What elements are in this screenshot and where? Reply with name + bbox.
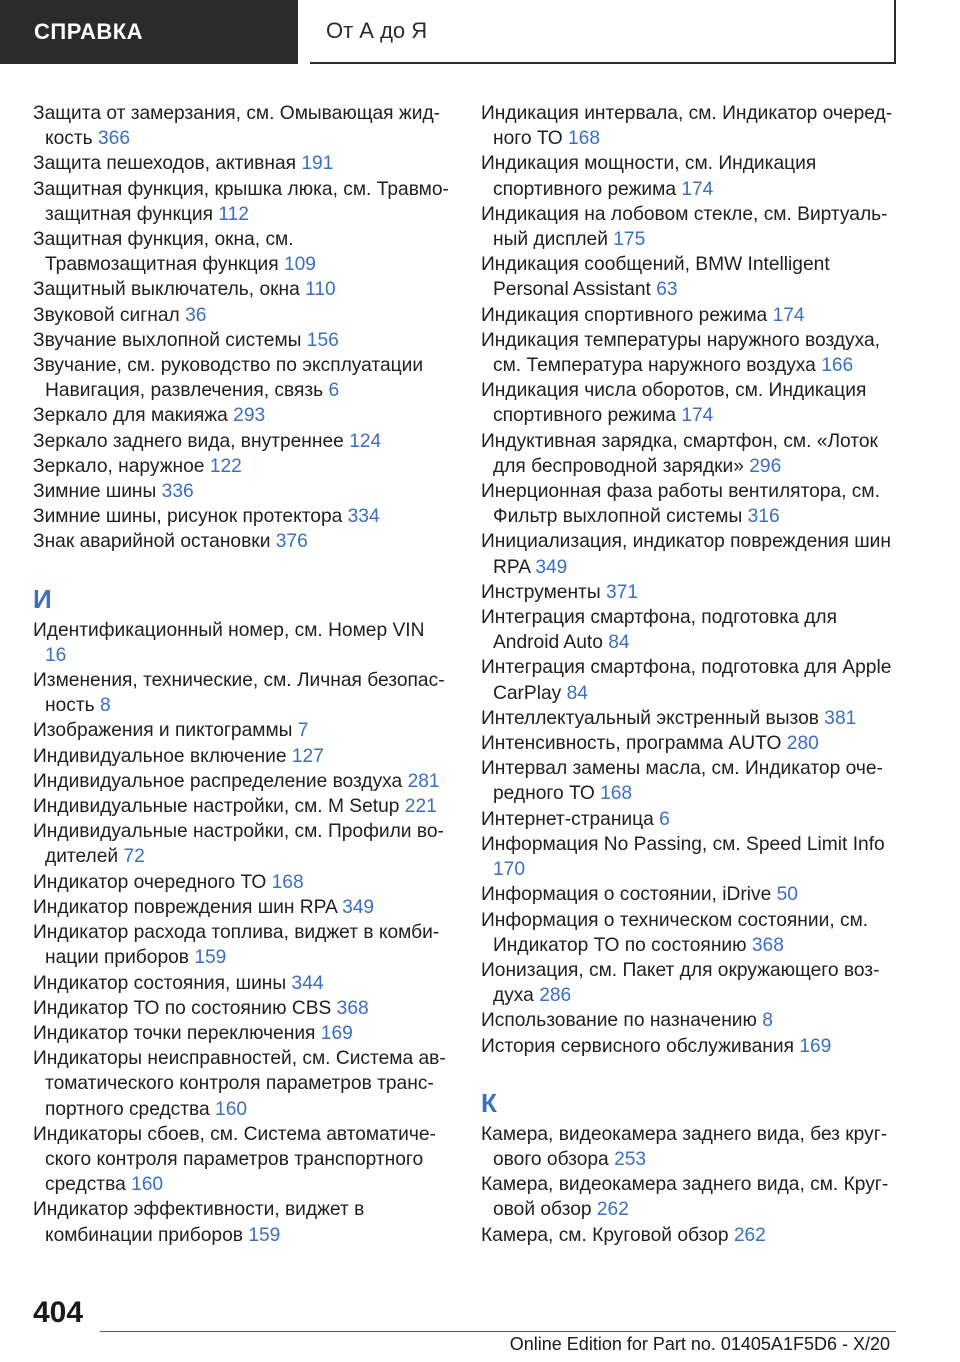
- index-entry: [481, 1223, 897, 1248]
- index-entry: [481, 529, 897, 579]
- index-entry-text: Инерционная фаза работы вентилятора, см. Фильтр выхлопной системы: [481, 481, 880, 528]
- index-letter-heading: И: [33, 583, 52, 614]
- index-entry-page-link[interactable]: 169: [320, 1022, 353, 1044]
- index-entry-text: Зеркало для макияжа: [33, 405, 228, 427]
- index-entry-text: Индикация числа оборотов, см. Индикация спортивного режима: [481, 380, 867, 427]
- index-entry: [481, 1008, 897, 1033]
- index-entry-page-link[interactable]: 159: [194, 947, 227, 969]
- index-entry-text: Зимние шины: [33, 481, 157, 503]
- index-entry-text: Индикация интервала, см. Индикатор очередного ТО: [481, 103, 893, 150]
- index-entry: [33, 277, 449, 302]
- index-entry-page-link[interactable]: 50: [776, 884, 798, 906]
- index-entry: [481, 1122, 897, 1172]
- header-subsection-title: От А до Я: [326, 18, 428, 43]
- index-entry-page-link[interactable]: 191: [301, 153, 334, 175]
- index-entry: [481, 328, 897, 378]
- index-entry-text: Интенсивность, программа AUTO: [481, 733, 782, 755]
- index-entry-text: Индикаторы сбоев, см. Система автоматического контроля параметров транспортного средства: [33, 1123, 436, 1196]
- index-entry-text: Звучание, см. руководство по эксплуатации Навигация, развлечения, связь: [33, 355, 424, 402]
- index-entry-text: Индикатор очередного ТО: [33, 871, 267, 893]
- index-entry: [481, 756, 897, 806]
- index-entry: [33, 971, 449, 996]
- index-entry-page-link[interactable]: 112: [218, 203, 249, 225]
- index-entry-page-link[interactable]: 253: [614, 1148, 647, 1170]
- index-entry-page-link[interactable]: 286: [539, 985, 572, 1007]
- index-entry-page-link[interactable]: 7: [297, 720, 309, 742]
- index-entry-page-link[interactable]: 160: [131, 1174, 164, 1196]
- index-entry-text: Индикатор эффективности, виджет в комбинации приборов: [33, 1199, 365, 1246]
- index-entry: [33, 303, 449, 328]
- index-entry-page-link[interactable]: 280: [786, 733, 819, 755]
- index-entry-page-link[interactable]: 281: [407, 770, 440, 792]
- index-entry: [33, 151, 449, 176]
- index-entry-text: Интеграция смартфона, подготовка для Apple CarPlay: [481, 657, 892, 704]
- index-entry: [481, 1034, 897, 1059]
- index-entry-page-link[interactable]: 160: [215, 1098, 248, 1120]
- index-entry-page-link[interactable]: 296: [749, 455, 782, 477]
- index-entry: [481, 832, 897, 882]
- index-entry: [33, 794, 449, 819]
- index-entry: [33, 328, 449, 353]
- index-entry-text: Инициализация, индикатор повреждения шин RPA: [481, 531, 891, 578]
- index-entry: [33, 744, 449, 769]
- index-entry: [481, 807, 897, 832]
- index-entry-page-link[interactable]: 122: [209, 455, 242, 477]
- index-entry: [33, 101, 449, 151]
- index-entry-text: Защитная функция, крышка люка, см. Травмозащитная функция: [33, 178, 449, 225]
- index-entry: [33, 227, 449, 277]
- index-entry: [33, 353, 449, 403]
- index-entry-text: Защита пешеходов, активная: [33, 153, 297, 175]
- header-subsection: [310, 0, 896, 64]
- index-entry-text: Звуковой сигнал: [33, 304, 180, 326]
- index-entry: [33, 1122, 449, 1198]
- index-letter-heading: К: [481, 1087, 497, 1118]
- index-entry-page-link[interactable]: 168: [600, 783, 633, 805]
- index-entry-text: Зимние шины, рисунок протектора: [33, 506, 343, 528]
- index-entry-text: Идентификационный номер, см. Номер VIN: [33, 619, 425, 641]
- index-entry-page-link[interactable]: 166: [821, 355, 854, 377]
- index-entry: [33, 529, 449, 554]
- index-entry-page-link[interactable]: 84: [566, 682, 588, 704]
- index-entry: [33, 429, 449, 454]
- index-entry-page-link[interactable]: 110: [305, 279, 336, 301]
- index-entry-text: Интернет-страница: [481, 808, 654, 830]
- index-entry: [33, 819, 449, 869]
- index-entry-page-link[interactable]: 344: [291, 972, 324, 994]
- index-entry-page-link[interactable]: 16: [45, 644, 67, 666]
- index-entry: [33, 870, 449, 895]
- index-entry: [481, 252, 897, 302]
- index-entry-page-link[interactable]: 170: [493, 859, 526, 881]
- index-entry: [33, 618, 449, 668]
- index-entry-text: Защитная функция, окна, см. Травмозащитная функция: [33, 229, 294, 276]
- index-entry-text: Изображения и пиктограммы: [33, 720, 293, 742]
- index-entry: [33, 996, 449, 1021]
- index-column-left: [33, 101, 449, 1248]
- index-entry-text: Камера, видеокамера заднего вида, см. Круговой обзор: [481, 1174, 889, 1221]
- index-entry-page-link[interactable]: 368: [751, 934, 784, 956]
- index-entry: [481, 908, 897, 958]
- index-entry-text: Индивидуальное распределение воздуха: [33, 770, 403, 792]
- index-entry-text: Интеллектуальный экстренный вызов: [481, 707, 819, 729]
- index-entry-page-link[interactable]: 168: [271, 871, 304, 893]
- index-entry-page-link[interactable]: 72: [123, 846, 145, 868]
- index-entry-page-link[interactable]: 109: [283, 254, 316, 276]
- index-entry: [33, 479, 449, 504]
- index-entry-text: Индикатор повреждения шин RPA: [33, 896, 337, 918]
- index-entry-page-link[interactable]: 174: [681, 405, 714, 427]
- index-entry: [33, 504, 449, 529]
- index-entry-text: Информация о техническом состоянии, см. Индикатор ТО по состоянию: [481, 909, 869, 956]
- index-entry-page-link[interactable]: 336: [161, 481, 194, 503]
- index-entry-page-link[interactable]: 168: [567, 128, 600, 150]
- index-entry: [481, 655, 897, 705]
- index-entry-page-link[interactable]: 6: [328, 380, 340, 402]
- index-entry-text: Камера, см. Круговой обзор: [481, 1224, 729, 1246]
- index-entry: [481, 378, 897, 428]
- index-entry-text: Интервал замены масла, см. Индикатор очередного ТО: [481, 758, 883, 805]
- index-entry-page-link[interactable]: 334: [347, 506, 380, 528]
- index-entry: [481, 479, 897, 529]
- index-entry-page-link[interactable]: 368: [336, 997, 369, 1019]
- index-entry-page-link[interactable]: 174: [681, 178, 714, 200]
- footer-edition: Online Edition for Part no. 01405A1F5D6 - X/20: [509, 1334, 890, 1354]
- index-entry-page-link[interactable]: 8: [100, 695, 111, 717]
- index-entry-page-link[interactable]: 63: [656, 279, 678, 301]
- index-entry-text: Индикатор состояния, шины: [33, 972, 287, 994]
- index-entry-page-link[interactable]: 159: [248, 1224, 281, 1246]
- index-entry-text: Зеркало, наружное: [33, 455, 205, 477]
- index-entry-page-link[interactable]: 316: [747, 506, 780, 528]
- index-entry: [33, 895, 449, 920]
- header-section-title: СПРАВКА: [34, 19, 144, 44]
- index-entry-page-link[interactable]: 174: [772, 304, 805, 326]
- index-entry-text: Информация о состоянии, iDrive: [481, 884, 772, 906]
- index-entry-page-link[interactable]: 349: [342, 896, 375, 918]
- index-entry-text: Индикатор расхода топлива, виджет в комбинации приборов: [33, 922, 440, 969]
- index-entry-text: Интеграция смартфона, подготовка для Android Auto: [481, 607, 837, 654]
- index-entry: [481, 429, 897, 479]
- index-entry-text: Ионизация, см. Пакет для окружающего воздуха: [481, 959, 880, 1007]
- index-entry-page-link[interactable]: 293: [233, 405, 266, 427]
- index-entry-text: Индуктивная зарядка, смартфон, см. «Лоток для беспроводной зарядки»: [481, 430, 878, 477]
- index-entry-text: Зеркало заднего вида, внутреннее: [33, 430, 344, 452]
- index-entry-page-link[interactable]: 262: [596, 1199, 629, 1221]
- index-entry-page-link[interactable]: 127: [291, 745, 324, 767]
- index-entry: [33, 1021, 449, 1046]
- index-entry-text: Защита от замерзания, см. Омывающая жидкость: [33, 103, 441, 150]
- index-entry: [481, 580, 897, 605]
- index-column-right: [481, 101, 897, 1248]
- index-entry: [481, 706, 897, 731]
- index-entry-page-link[interactable]: 381: [824, 707, 857, 729]
- index-entry-text: Индивидуальные настройки, см. M Setup: [33, 796, 400, 818]
- index-entry-text: Звучание выхлопной системы: [33, 329, 302, 351]
- index-entry-page-link[interactable]: 366: [98, 128, 131, 150]
- index-entry-text: Индикация температуры наружного воздуха, см. Температура наружного воздуха: [481, 329, 881, 377]
- index-entry-text: Камера, видеокамера заднего вида, без кругового обзора: [481, 1123, 888, 1170]
- index-entry-page-link[interactable]: 371: [605, 581, 638, 603]
- index-entry: [481, 151, 897, 201]
- index-entry: [33, 1197, 449, 1247]
- index-entry-page-link[interactable]: 221: [404, 796, 437, 818]
- index-entry-page-link[interactable]: 349: [535, 556, 568, 578]
- index-entry: [33, 920, 449, 970]
- index-entry-page-link[interactable]: 262: [733, 1224, 766, 1246]
- index-entry: [33, 1046, 449, 1122]
- index-entry: [481, 202, 897, 252]
- index-entry: [481, 101, 897, 151]
- index-entry-page-link[interactable]: 169: [799, 1035, 832, 1057]
- index-entry-text: Индивидуальное включение: [33, 745, 287, 767]
- footer-divider: [100, 1331, 896, 1332]
- index-entry: [33, 718, 449, 743]
- index-entry-text: Знак аварийной остановки: [33, 531, 271, 553]
- index-entry-text: История сервисного обслуживания: [481, 1035, 794, 1057]
- index-entry: [33, 403, 449, 428]
- index-entry-text: Индикатор точки переключения: [33, 1022, 316, 1044]
- index-entry: [481, 731, 897, 756]
- page-number: 404: [33, 1296, 84, 1329]
- index-entry-text: Изменения, технические, см. Личная безопасность: [33, 670, 445, 717]
- index-entry-text: Индикация на лобовом стекле, см. Виртуальный дисплей: [481, 203, 888, 251]
- index-entry-page-link[interactable]: 84: [608, 632, 630, 654]
- index-entry: [33, 769, 449, 794]
- index-entry-text: Индикация мощности, см. Индикация спортивного режима: [481, 153, 817, 200]
- index-entry: [33, 668, 449, 718]
- index-entry-text: Индикация спортивного режима: [481, 304, 768, 326]
- index-entry: [481, 1172, 897, 1222]
- index-entry-text: Индикаторы неисправностей, см. Система автоматического контроля параметров транспортного средства: [33, 1048, 446, 1120]
- index-entry: [481, 882, 897, 907]
- index-entry-page-link[interactable]: 124: [349, 430, 382, 452]
- index-entry-text: Индивидуальные настройки, см. Профили водителей: [33, 821, 444, 868]
- index-entry: [481, 303, 897, 328]
- index-entry-text: Инструменты: [481, 581, 601, 603]
- index-entry: [33, 454, 449, 479]
- index-entry-page-link[interactable]: 156: [306, 329, 339, 351]
- index-entry-page-link[interactable]: 36: [185, 304, 207, 326]
- index-entry-page-link[interactable]: 6: [659, 808, 670, 830]
- index-entry-text: Индикатор ТО по состоянию CBS: [33, 997, 332, 1019]
- header-section: [0, 0, 298, 64]
- index-entry-text: Информация No Passing, см. Speed Limit Info: [481, 833, 885, 855]
- index-entry-text: Индикация сообщений, BMW Intelligent Personal Assistant: [481, 254, 830, 301]
- index-entry-page-link[interactable]: 376: [275, 531, 308, 553]
- index-entry: [481, 958, 897, 1008]
- index-entry-page-link[interactable]: 8: [762, 1010, 773, 1032]
- index-entry-page-link[interactable]: 175: [613, 229, 646, 251]
- index-entry: [33, 177, 449, 227]
- index-entry-text: Защитный выключатель, окна: [33, 279, 300, 301]
- index-entry-text: Использование по назначению: [481, 1010, 757, 1032]
- index-entry: [481, 605, 897, 655]
